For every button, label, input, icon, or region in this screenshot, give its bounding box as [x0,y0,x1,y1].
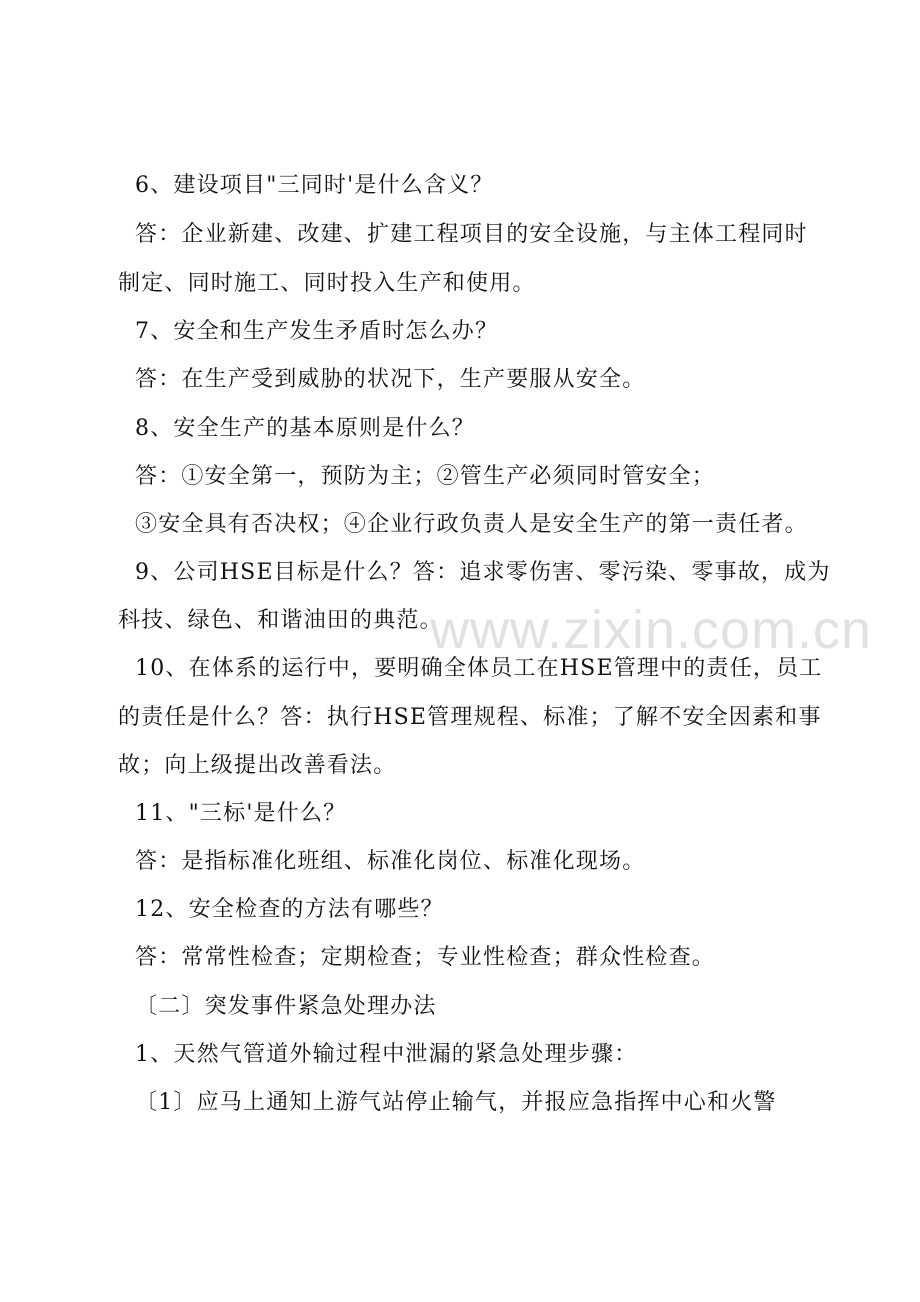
answer-12: 答：常常性检查；定期检查；专业性检查；群众性检查。 [135,945,716,970]
question-7: 7、安全和生产发生矛盾时怎么办？ [135,319,499,344]
question-10-line-3: 故；向上级提出改善看法。 [118,753,397,778]
question-9-line-2: 科技、绿色、和谐油田的典范。 [118,608,443,633]
item-1-step-1: 〔1〕应马上通知上游气站停止输气，并报应急指挥中心和火警 [135,1090,777,1115]
question-9-line-1: 9、公司HSE目标是什么？答：追求零伤害、零污染、零事故，成为 [135,560,831,585]
question-8: 8、安全生产的基本原则是什么？ [135,416,475,441]
answer-7: 答：在生产受到威胁的状况下，生产要服从安全。 [135,367,646,392]
question-10-line-2: 的责任是什么？答：执行HSE管理规程、标准；了解不安全因素和事 [118,705,822,730]
question-11: 11、"三标'是什么？ [135,801,347,826]
answer-6-line-1: 答：企业新建、改建、扩建工程项目的安全设施，与主体工程同时 [135,222,808,247]
answer-8-line-1: 答：①安全第一，预防为主；②管生产必须同时管安全； [135,464,716,489]
section-heading: 〔二〕突发事件紧急处理办法 [135,994,437,1019]
answer-11: 答：是指标准化班组、标准化岗位、标准化现场。 [135,849,646,874]
answer-8-line-2: ③安全具有否决权；④企业行政负责人是安全生产的第一责任者。 [135,512,808,537]
question-10-line-1: 10、在体系的运行中，要明确全体员工在HSE管理中的责任，员工 [135,656,823,681]
item-1-heading: 1、天然气管道外输过程中泄漏的紧急处理步骤： [135,1042,638,1067]
question-12: 12、安全检查的方法有哪些？ [135,897,444,922]
watermark: www.zixin.com.cn [430,600,873,660]
answer-6-line-2: 制定、同时施工、同时投入生产和使用。 [118,271,536,296]
question-6: 6、建设项目"三同时'是什么含义？ [135,173,494,198]
